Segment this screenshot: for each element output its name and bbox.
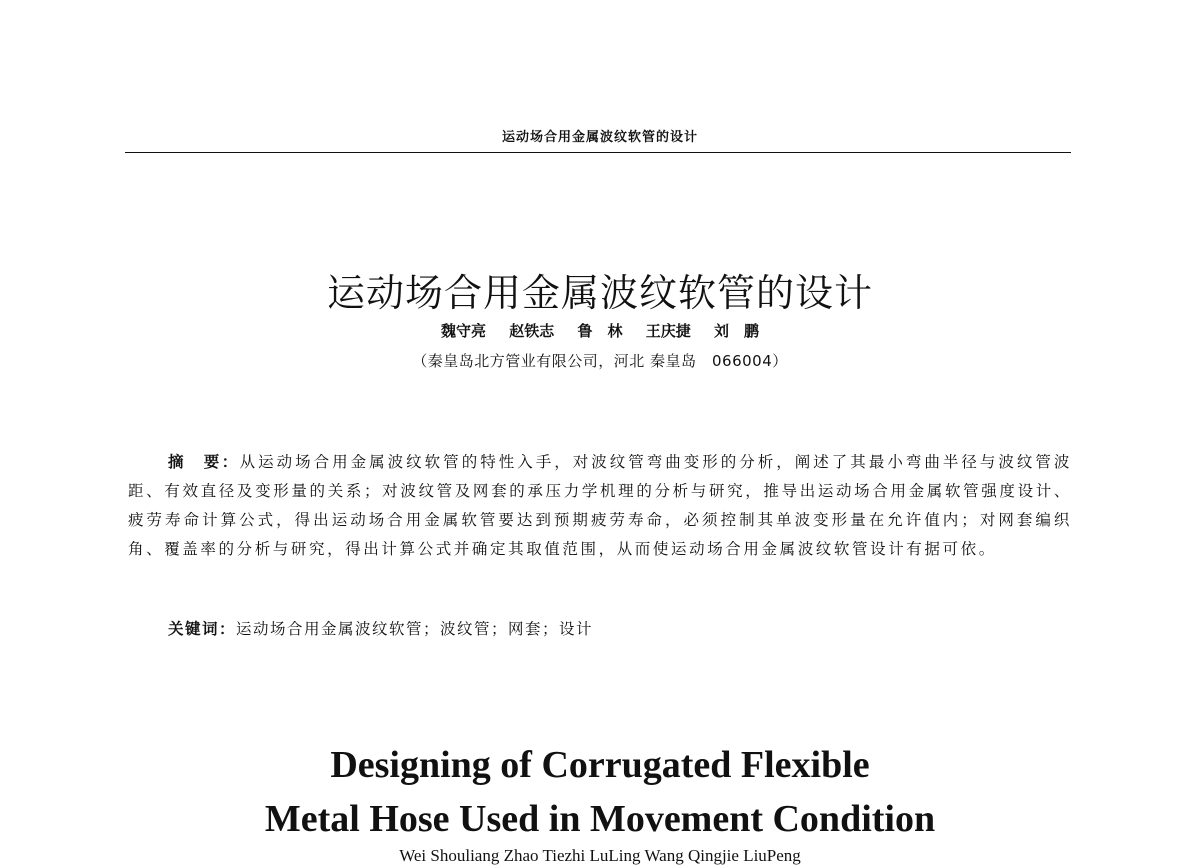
chinese-affiliation: （秦皇岛北方管业有限公司，河北 秦皇岛 066004） [412,352,788,370]
keywords-label: 关键词： [168,620,237,638]
chinese-authors [0,320,1200,341]
header-rule [125,152,1071,153]
keywords-text: 运动场合用金属波纹软管；波纹管；网套；设计 [236,620,594,638]
abstract-label: 摘 要： [168,453,240,471]
running-header: 运动场合用金属波纹软管的设计 [501,130,698,145]
author-name: 魏守亮 [440,322,486,340]
english-title-line: Metal Hose Used in Movement Condition [264,798,936,840]
author-name: 王庆捷 [645,322,691,340]
author-name: 鲁 林 [577,322,623,340]
abstract-text: 从运动场合用金属波纹软管的特性入手，对波纹管弯曲变形的分析，阐述了其最小弯曲半径与波纹管波距、有效直径及变形量的关系；对波纹管及网套的承压力学机理的分析与研究，推导出运动场合用金属软管强度设计、疲劳寿命计算公式，得出运动场合用金属软管要达到预期疲劳寿命，必须控制其单波变形量在允许值内；对网套编织角、覆盖率的分析与研究，得出计算公式并确定其取值范围，从而使运动场合用金属波纹软管设计有据可依。 [128,453,1072,558]
author-name: 赵铁志 [509,322,555,340]
author-name: 刘 鹏 [713,322,759,340]
chinese-title: 运动场合用金属波纹软管的设计 [326,271,873,315]
keywords [168,617,593,639]
english-title-line: Designing of Corrugated Flexible [330,744,870,786]
english-authors: Wei Shouliang Zhao Tiezhi LuLing Wang Qingjie LiuPeng [399,846,801,865]
abstract [128,448,1072,564]
english-title [0,738,1200,846]
